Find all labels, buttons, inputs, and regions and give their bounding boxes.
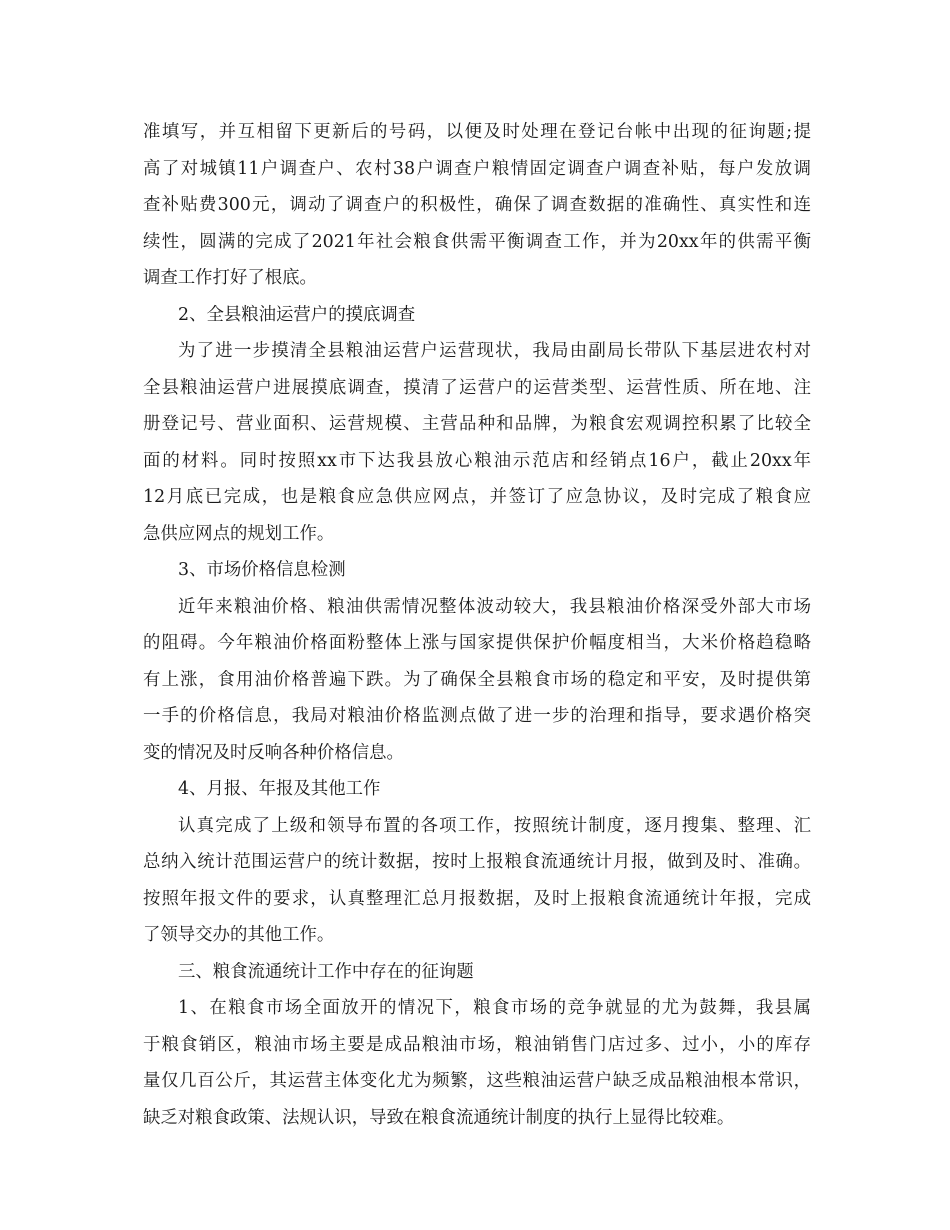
text-line	[143, 662, 811, 699]
text-line-content: 认真完成了上级和领导布置的各项工作，按照统计制度，逐月搜集、整理、汇	[178, 815, 811, 836]
text-line	[143, 479, 811, 516]
text-line-content: 了领导交办的其他工作。	[143, 925, 335, 945]
text-line-content: 1、在粮食市场全面放开的情况下，粮食市场的竞争就显的尤为鼓舞，我县属	[178, 998, 811, 1018]
text-line	[143, 151, 811, 188]
text-line-content: 续性，圆满的完成了2021年社会粮食供需平衡调查工作，并为20xx年的供需平衡	[143, 231, 811, 252]
text-line-content: 于粮食销区，粮油市场主要是成品粮油市场，粮油销售门店过多、过小，小的库存	[143, 1034, 811, 1055]
text-line-content: 调查工作打好了根底。	[143, 268, 317, 288]
text-line-content: 3、市场价格信息检测	[178, 560, 346, 580]
text-line-content: 12月底已完成，也是粮食应急供应网点，并签订了应急协议，及时完成了粮食应	[143, 487, 811, 507]
text-line	[143, 808, 811, 845]
text-line	[143, 333, 811, 370]
text-line-content: 面的材料。同时按照xx市下达我县放心粮油示范店和经销点16户，截止20xx年	[143, 450, 811, 471]
text-line-content: 缺乏对粮食政策、法规认识，导致在粮食流通统计制度的执行上显得比较难。	[143, 1107, 735, 1128]
text-line	[143, 1063, 811, 1100]
text-line-content: 按照年报文件的要求，认真整理汇总月报数据，及时上报粮食流通统计年报，完成	[143, 888, 811, 909]
text-line	[143, 698, 811, 735]
text-line	[143, 954, 811, 991]
text-line-content: 一手的价格信息，我局对粮油价格监测点做了进一步的治理和指导，要求遇价格突	[143, 706, 811, 726]
text-line	[143, 881, 811, 918]
text-line	[143, 260, 811, 297]
text-line	[143, 516, 811, 553]
text-line	[143, 1027, 811, 1064]
document-body	[143, 114, 811, 1136]
text-line	[143, 917, 811, 954]
text-line	[143, 589, 811, 626]
text-line	[143, 844, 811, 881]
text-line	[143, 114, 811, 151]
text-line-content: 全县粮油运营户进展摸底调查，摸清了运营户的运营类型、运营性质、所在地、注	[143, 377, 811, 398]
text-line-content: 4、月报、年报及其他工作	[178, 779, 381, 799]
text-line	[143, 224, 811, 261]
text-line	[143, 990, 811, 1027]
text-line	[143, 370, 811, 407]
text-line	[143, 1100, 811, 1137]
text-line-content: 准填写，并互相留下更新后的号码，以便及时处理在登记台帐中出现的征询题;提	[143, 122, 811, 142]
text-line-content: 近年来粮油价格、粮油供需情况整体波动较大，我县粮油价格深受外部大市场	[178, 596, 811, 617]
text-line	[143, 625, 811, 662]
text-line	[143, 406, 811, 443]
text-line-content: 有上涨，食用油价格普遍下跌。为了确保全县粮食市场的稳定和平安，及时提供第	[143, 669, 811, 690]
text-line	[143, 552, 811, 589]
text-line-content: 高了对城镇11户调查户、农村38户调查户粮情固定调查户调查补贴，每户发放调	[143, 158, 811, 179]
text-line-content: 册登记号、营业面积、运营规模、主营品种和品牌，为粮食宏观调控积累了比较全	[143, 414, 811, 434]
text-line	[143, 443, 811, 480]
text-line-content: 量仅几百公斤，其运营主体变化尤为频繁，这些粮油运营户缺乏成品粮油根本常识，	[143, 1071, 811, 1091]
text-line-content: 急供应网点的规划工作。	[143, 523, 335, 544]
text-line-content: 为了进一步摸清全县粮油运营户运营现状，我局由副局长带队下基层进农村对	[178, 341, 811, 361]
text-line	[143, 187, 811, 224]
text-line	[143, 771, 811, 808]
text-line	[143, 297, 811, 334]
text-line-content: 三、粮食流通统计工作中存在的征询题	[178, 961, 474, 982]
text-line-content: 查补贴费300元，调动了调查户的积极性，确保了调查数据的准确性、真实性和连	[143, 195, 811, 215]
text-line-content: 总纳入统计范围运营户的统计数据，按时上报粮食流通统计月报，做到及时、准确。	[143, 852, 811, 872]
text-line-content: 变的情况及时反响各种价格信息。	[143, 742, 404, 763]
text-line-content: 2、全县粮油运营户的摸底调查	[178, 304, 416, 325]
text-line-content: 的阻碍。今年粮油价格面粉整体上涨与国家提供保护价幅度相当，大米价格趋稳略	[143, 633, 811, 653]
text-line	[143, 735, 811, 772]
